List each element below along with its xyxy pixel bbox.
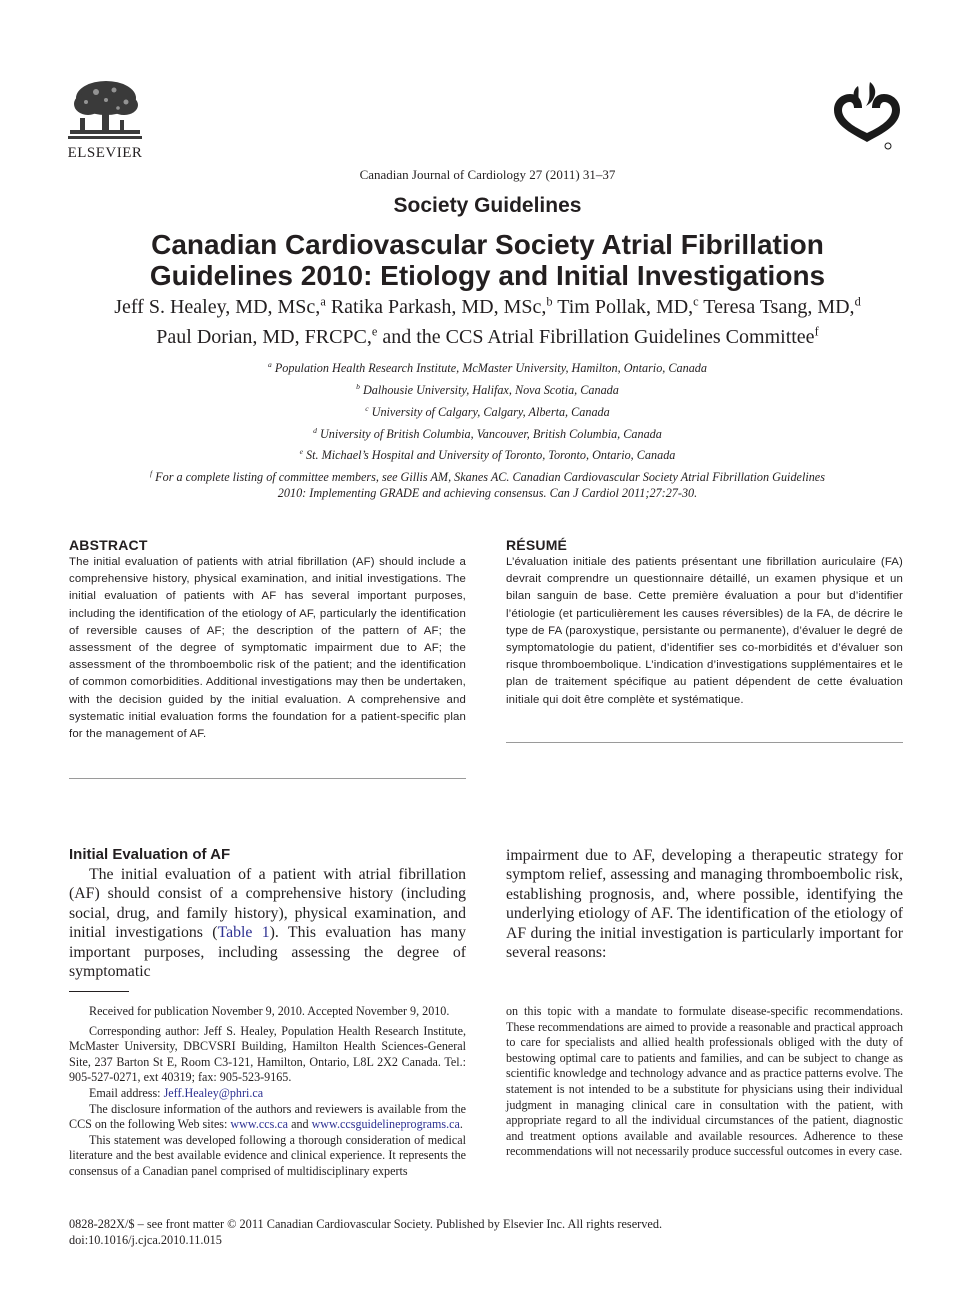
body-paragraph-left [69, 865, 466, 981]
affiliation [80, 448, 895, 463]
author-tsang: Teresa Tsang, MD, [698, 296, 855, 318]
author-mark: e [371, 324, 378, 339]
disclosure-text: and [288, 1117, 312, 1132]
affiliation-mark: a [268, 359, 272, 369]
statement-note: This statement was developed following a thorough consideration of medical literature and the best available evidence and clinical experience. It represents the consensus of a Canadian panel comprised of multidisciplinary experts [69, 1132, 466, 1178]
affiliation-text: St. Michael’s Hospital and University of Toronto, Toronto, Ontario, Canada [302, 448, 676, 462]
ccs-site-link[interactable]: www.ccs.ca [230, 1117, 289, 1132]
footnotes-right: on this topic with a mandate to formulate disease-specific recommendations. These recommendations are aimed to provide a reasonable and practical approach to care for specialists and allied health professionals obliged with the duty of bestowing optimal care to patients and families, and can be subject to change as scientific knowledge and technology advance and as practice patterns evolve. The statement is not intended to be a substitute for physicians using their individual judgment in managing clinical care in consultation with the patient, with appropriate regard to all the individual circumstances of the patient, diagnostic and treatment options available and available resources. Adherence to these recommendations will not necessarily produce successful outcomes in every case. [506, 1004, 903, 1159]
author-mark: b [546, 294, 553, 309]
affiliation-text: University of British Columbia, Vancouver, British Columbia, Canada [316, 427, 662, 441]
received-note: Received for publication November 9, 2010. Accepted November 9, 2010. [89, 1004, 450, 1018]
footnotes-left [69, 1004, 466, 1180]
ccs-guideline-site-link[interactable]: www.ccsguidelineprograms.ca [311, 1117, 460, 1132]
affiliation [80, 361, 895, 376]
author-committee: and the CCS Atrial Fibrillation Guidelines Committee [377, 326, 815, 348]
body-text: The initial evaluation of a patient with atrial fibrillation (AF) should consist of a comprehensive history (including social, drug, and family history), physical examination, and initial investigations ( [69, 866, 466, 942]
doi-line: doi:10.1016/j.cjca.2010.11.015 [69, 1233, 222, 1247]
resume-text: L’évaluation initiale des patients présentant une fibrillation auriculaire (FA) devrait comprendre un questionnaire détaillé, un examen physique et un bilan sanguin de base. Cette première évaluation a pour but d’identifier l’étiologie (et particulièrement les causes réversibles) de la FA, de décrire le type de FA (paroxystique, persistante ou permanente), d’évaluer le degré de symptomatologie du patient, d’identifier ses co-morbidités et d’évaluer son risque thromboembolique. L’indication d’investigations supplémentaires et le plan de traitement spécifique au patient dépendent de cette évaluation initiale qui doit être complète et systématique. [506, 556, 903, 706]
affiliation-text: University of Calgary, Calgary, Alberta, Canada [368, 405, 610, 419]
disclosure-text: The disclosure information of the authors and reviewers is available from the CCS on the following Web sites: [69, 1101, 466, 1132]
author-healey: Jeff S. Healey, MD, MSc, [114, 296, 321, 318]
affiliation [80, 470, 895, 485]
affiliation-mark: e [299, 446, 303, 456]
author-dorian: Paul Dorian, MD, FRCPC, [156, 326, 372, 348]
article-category: Society Guidelines [393, 194, 582, 217]
author-mark: a [320, 294, 326, 309]
section-heading: Initial Evaluation of AF [69, 846, 231, 863]
author-parkash: Ratika Parkash, MD, MSc, [325, 296, 547, 318]
affiliation-mark: c [365, 403, 369, 413]
abstract-divider [69, 778, 466, 779]
email-note [69, 1086, 466, 1102]
affiliation [80, 405, 895, 420]
author-mark: f [814, 324, 819, 339]
body-paragraph-right: impairment due to AF, developing a therapeutic strategy for symptom relief, assessing and managing thromboembolic risk, establishing prognosis, and, where possible, identifying the underlying etiology of AF. The identification of the etiology of AF during the initial investigation is particularly important for several reasons: [506, 847, 903, 962]
email-label: Email address: [89, 1085, 164, 1100]
table-1-link[interactable]: Table 1 [217, 924, 270, 942]
title-line-1: Canadian Cardiovascular Society Atrial Fibrillation [151, 229, 824, 260]
abstract-heading: ABSTRACT [69, 537, 148, 553]
disclosure-note [69, 1102, 466, 1133]
copyright-line: 0828-282X/$ – see front matter © 2011 Canadian Cardiovascular Society. Published by Elsevier Inc. All rights reserved. [69, 1217, 663, 1231]
ccs-heart-icon [828, 80, 906, 152]
title-line-2: Guidelines 2010: Etiology and Initial Investigations [149, 260, 826, 291]
affiliation-mark: f [150, 468, 153, 478]
author-mark: d [854, 294, 861, 309]
article-title [80, 229, 895, 291]
journal-citation: Canadian Journal of Cardiology 27 (2011) 31–37 [359, 167, 616, 182]
elsevier-tree-icon [66, 78, 144, 144]
author-list-line-2 [40, 326, 935, 349]
affiliation [80, 383, 895, 398]
email-link[interactable]: Jeff.Healey@phri.ca [163, 1085, 264, 1100]
affiliation-text: Dalhousie University, Halifax, Nova Scotia, Canada [359, 383, 619, 397]
elsevier-wordmark: ELSEVIER [67, 145, 143, 161]
author-mark: c [693, 294, 699, 309]
affiliation-mark: b [356, 381, 360, 391]
footnote-separator [69, 991, 129, 992]
affiliation-continued: 2010: Implementing GRADE and achieving consensus. Can J Cardiol 2011;27:27-30. [277, 486, 698, 500]
author-pollak: Tim Pollak, MD, [552, 296, 694, 318]
abstract-text: The initial evaluation of patients with atrial fibrillation (AF) should include a comprehensive history, physical examination, and initial investigations. The initial evaluation of patients with AF has several important purposes, including the identification of the etiology of AF, particularly the identification of reversible causes of AF; the description of the pattern of AF; the assessment of the degree of symptomatic impairment due to AF; the assessment of the thromboembolic risk of the patient; and the identification of common comorbidities. Additional investigations may then be undertaken, with the decision guided by the initial evaluation. A comprehensive and systematic initial evaluation forms the foundation for a patient-specific plan for the management of AF. [69, 556, 466, 741]
disclosure-text: . [459, 1117, 463, 1132]
affiliation-text: Population Health Research Institute, McMaster University, Hamilton, Ontario, Canada [271, 361, 707, 375]
body-text: ). This evaluation has many important purposes, including assessing the degree of symptomatic [69, 924, 466, 981]
affiliation [80, 427, 895, 442]
author-list-line-1 [40, 296, 935, 319]
elsevier-logo [66, 78, 144, 160]
affiliation-mark: d [313, 425, 317, 435]
resume-divider [506, 742, 903, 743]
ccs-logo [828, 80, 906, 152]
affiliation-text: For a complete listing of committee members, see Gillis AM, Skanes AC. Canadian Cardiovascular Society Atrial Fibrillation Guidelines [152, 470, 825, 484]
corresponding-note: Corresponding author: Jeff S. Healey, Population Health Research Institute, McMaster University, DBCVSRI Building, Hamilton Health Sciences-General Site, 237 Barton St E, Room C3-121, Hamilton, Ontario, L8L 2X2 Canada. Tel.: 905-527-0271, ext 40319; fax: 905-523-9165. [69, 1023, 466, 1085]
resume-heading: RÉSUMÉ [506, 537, 568, 553]
